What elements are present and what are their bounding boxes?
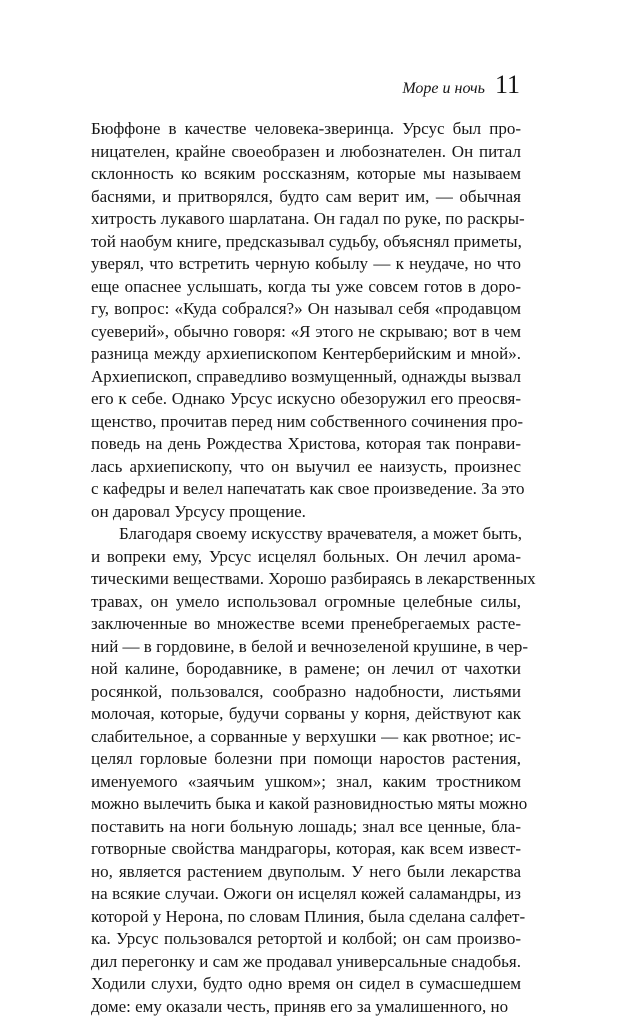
text-line: ний — в гордовине, в белой и вечнозеленой крушине, в чер-: [91, 636, 521, 659]
text-line: целял горловые болезни при помощи наростов растения,: [91, 748, 521, 771]
body-text: [91, 118, 521, 1018]
text-line: именуемого «заячьим ушком»; знал, каким тростником: [91, 771, 521, 794]
text-line: Бюффоне в качестве человека-зверинца. Урсус был про-: [91, 118, 521, 141]
text-line: можно вылечить быка и какой разновидностью мяты можно: [91, 793, 521, 816]
text-line: доме: ему оказали честь, приняв его за умалишенного, но: [91, 996, 521, 1018]
text-line: уверял, что встретить черную кобылу — к неудаче, но что: [91, 253, 521, 276]
text-line: поведь на день Рождества Христова, которая так понрави-: [91, 433, 521, 456]
text-line: готворные свойства мандрагоры, которая, как всем извест-: [91, 838, 521, 861]
text-line: тическими веществами. Хорошо разбираясь в лекарственных: [91, 568, 521, 591]
text-line: хитрость лукавого шарлатана. Он гадал по руке, по раскры-: [91, 208, 521, 231]
text-line: которой у Нерона, по словам Плиния, была сделана салфет-: [91, 906, 521, 929]
text-line: ной калине, бородавнике, в рамене; он лечил от чахотки: [91, 658, 521, 681]
text-line: баснями, и притворялся, будто сам верит им, — обычная: [91, 186, 521, 209]
text-line: молочая, которые, будучи сорваны у корня, действуют как: [91, 703, 521, 726]
text-line: той наобум книге, предсказывал судьбу, объяснял приметы,: [91, 231, 521, 254]
text-line: Архиепископ, справедливо возмущенный, однажды вызвал: [91, 366, 521, 389]
text-line: гу, вопрос: «Куда собрался?» Он называл себя «продавцом: [91, 298, 521, 321]
text-line: Благодаря своему искусству врачевателя, а может быть,: [91, 523, 521, 546]
text-line: росянкой, пользовался, сообразно надобности, листьями: [91, 681, 521, 704]
paragraph: [91, 523, 521, 1018]
text-line: ка. Урсус пользовался ретортой и колбой; он сам произво-: [91, 928, 521, 951]
text-line: слабительное, а сорванные у верхушки — как рвотное; ис-: [91, 726, 521, 749]
text-line: дил перегонку и сам же продавал универсальные снадобья.: [91, 951, 521, 974]
running-head: Море и ночь: [402, 80, 485, 98]
text-line: на всякие случаи. Ожоги он исцелял кожей саламандры, из: [91, 883, 521, 906]
text-line: и вопреки ему, Урсус исцелял больных. Он лечил арома-: [91, 546, 521, 569]
text-line: его к себе. Однако Урсус искусно обезоружил его преосвя-: [91, 388, 521, 411]
text-line: лась архиепископу, что он выучил ее наизусть, произнес: [91, 456, 521, 479]
text-line: поставить на ноги больную лошадь; знал все ценные, бла-: [91, 816, 521, 839]
text-line: но, является растением двуполым. У него были лекарства: [91, 861, 521, 884]
text-line: травах, он умело использовал огромные целебные силы,: [91, 591, 521, 614]
paragraph: [91, 118, 521, 523]
text-line: разница между архиепископом Кентерберийским и мной».: [91, 343, 521, 366]
text-line: склонность ко всяким россказням, которые мы называем: [91, 163, 521, 186]
text-line: щенство, прочитав перед ним собственного сочинения про-: [91, 411, 521, 434]
text-line: суеверий», обычно говоря: «Я этого не скрываю; вот в чем: [91, 321, 521, 344]
page-header: [402, 72, 520, 100]
text-line: заключенные во множестве всеми пренебрегаемых расте-: [91, 613, 521, 636]
text-line: еще опаснее услышать, когда ты уже совсем готов в доро-: [91, 276, 521, 299]
text-line: ницателен, крайне своеобразен и любознателен. Он питал: [91, 141, 521, 164]
page-number: 11: [495, 72, 520, 98]
text-line: Ходили слухи, будто одно время он сидел в сумасшедшем: [91, 973, 521, 996]
text-line: с кафедры и велел напечатать как свое произведение. За это: [91, 478, 521, 501]
text-line: он даровал Урсусу прощение.: [91, 501, 521, 524]
